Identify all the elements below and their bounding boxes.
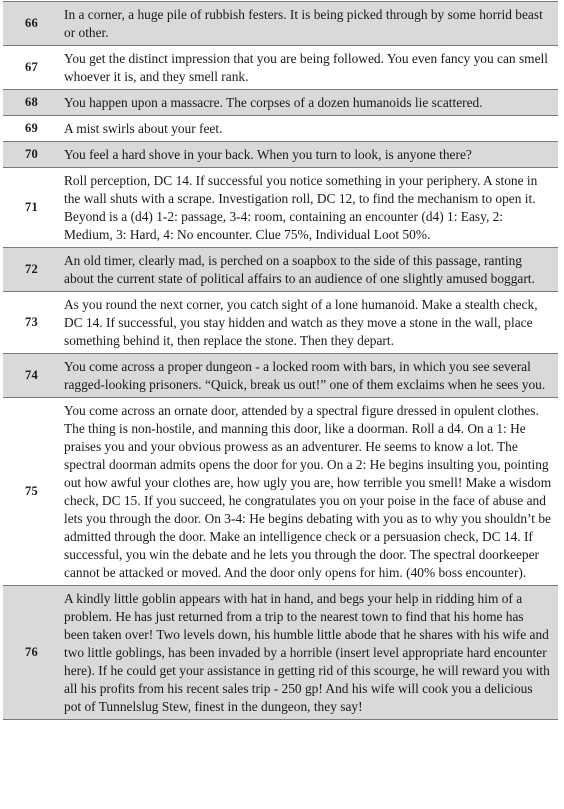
- row-number: 68: [3, 90, 60, 116]
- table-row: [3, 354, 558, 398]
- row-description: A kindly little goblin appears with hat in hand, and begs your help in ridding him of a problem. He has just returned from a trip to the nearest town to find that his home has been taken over! Two levels down, his humble little abode that he shares with his wife and two little goblings, has been invaded by a horrible (insert level appropriate hard encounter here). If he could get your assistance in getting rid of this scourge, he will reward you with all his profits from his recent sales trip - 250 gp! And his wife will cook you a delicious pot of Tunnelslug Stew, finest in the dungeon, they say!: [60, 586, 558, 720]
- row-number: 67: [3, 46, 60, 90]
- row-description: You feel a hard shove in your back. When you turn to look, is anyone there?: [60, 142, 558, 168]
- table-row: [3, 398, 558, 586]
- encounter-table: [3, 1, 558, 720]
- row-number: 73: [3, 292, 60, 354]
- table-row: [3, 168, 558, 248]
- row-description: A mist swirls about your feet.: [60, 116, 558, 142]
- row-description: As you round the next corner, you catch sight of a lone humanoid. Make a stealth check, DC 14. If successful, you stay hidden and watch as they move a stone in the wall, place something behind it, then replace the stone. Then they depart.: [60, 292, 558, 354]
- table-row: [3, 292, 558, 354]
- table-row: [3, 2, 558, 46]
- row-number: 74: [3, 354, 60, 398]
- row-number: 72: [3, 248, 60, 292]
- table-row: [3, 46, 558, 90]
- row-description: An old timer, clearly mad, is perched on a soapbox to the side of this passage, ranting about the current state of political affairs to an audience of one slightly amused boggart.: [60, 248, 558, 292]
- row-number: 69: [3, 116, 60, 142]
- row-description: You come across a proper dungeon - a locked room with bars, in which you see several ragged-looking prisoners. “Quick, break us out!” one of them exclaims when he sees you.: [60, 354, 558, 398]
- table-row: [3, 142, 558, 168]
- row-description: You happen upon a massacre. The corpses of a dozen humanoids lie scattered.: [60, 90, 558, 116]
- row-number: 76: [3, 586, 60, 720]
- table-row: [3, 248, 558, 292]
- row-description: In a corner, a huge pile of rubbish festers. It is being picked through by some horrid beast or other.: [60, 2, 558, 46]
- encounter-table-container: [3, 1, 558, 720]
- row-description: Roll perception, DC 14. If successful you notice something in your periphery. A stone in the wall shuts with a scrape. Investigation roll, DC 12, to find the mechanism to open it. Beyond is a (d4) 1-2: passage, 3-4: room, containing an encounter (d4) 1: Easy, 2: Medium, 3: Hard, 4: No encounter. Clue 75%, Individual Loot 50%.: [60, 168, 558, 248]
- row-number: 66: [3, 2, 60, 46]
- row-description: You come across an ornate door, attended by a spectral figure dressed in opulent clothes. The thing is non-hostile, and manning this door, like a doorman. Roll a d4. On a 1: He praises you and your obvious prowess as an adventurer. He seems to know a lot. The spectral doorman admits opens the door for you. On a 2: He begins insulting you, pointing out how awful your clothes are, how ugly you are, how terrible you smell! Make a wisdom check, DC 15. If you succeed, he congratulates you on your poise in the face of abuse and lets you through the door. On 3-4: He begins debating with you as to why you shouldn’t be admitted through the door. Make an intelligence check or a persuasion check, DC 14. If successful, you win the debate and he lets you through the door. The spectral doorkeeper cannot be attacked or moved. And the door only opens for him. (40% boss encounter).: [60, 398, 558, 586]
- table-row: [3, 586, 558, 720]
- row-description: You get the distinct impression that you are being followed. You even fancy you can smell whoever it is, and they smell rank.: [60, 46, 558, 90]
- table-row: [3, 90, 558, 116]
- row-number: 71: [3, 168, 60, 248]
- table-row: [3, 116, 558, 142]
- row-number: 75: [3, 398, 60, 586]
- row-number: 70: [3, 142, 60, 168]
